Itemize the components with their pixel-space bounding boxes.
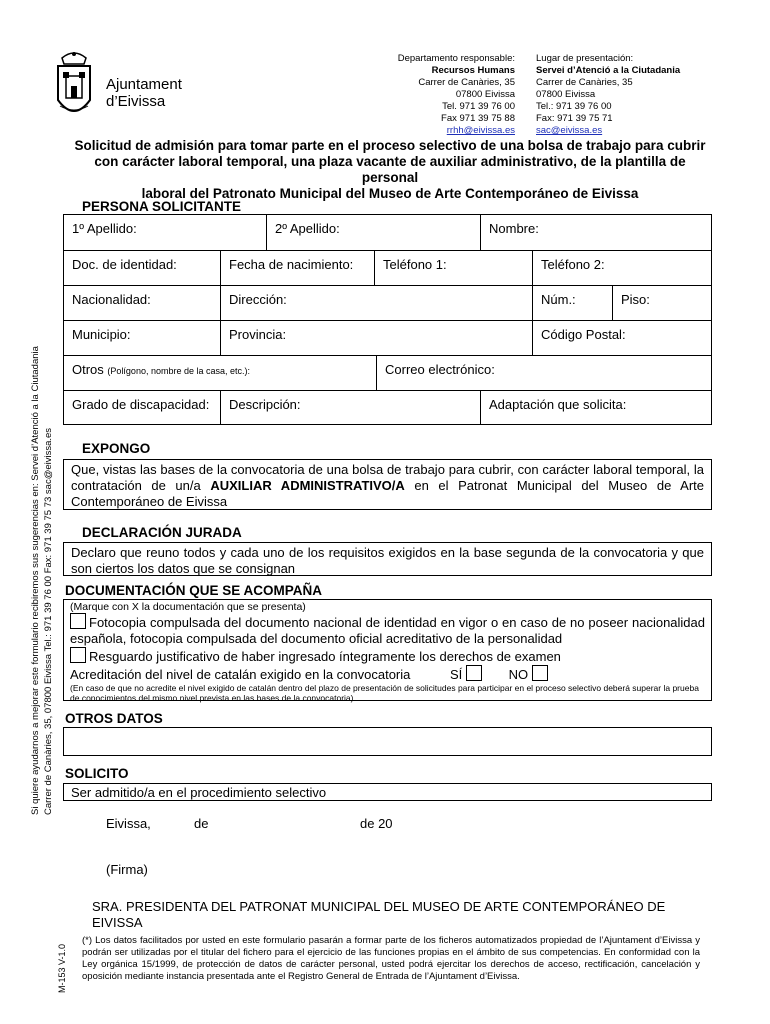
- coat-of-arms-logo: [54, 50, 94, 124]
- documentacion-note: (Marque con X la documentación que se presenta): [70, 601, 306, 613]
- data-protection-footnote: (*) Los datos facilitados por usted en este formulario pasarán a formar parte de los ficheros automatizados propiedad de l’Ajuntament d’Eivissa y podrán ser utilizadas por el titular del fichero para el ejercicio de las funciones propias en el ámbito de sus competencias. En conformidad con la Ley orgánica 15/1999, de protección de datos de carácter personal, usted podrá ejercitar los derechos de acceso, rectificación, cancelación y oposición mediante instancia presentada ante el Registro General de Entrada de l’Ajuntament d’Eivissa.: [82, 935, 700, 982]
- telefono2-field[interactable]: Teléfono 2:: [532, 251, 711, 285]
- persona-heading: PERSONA SOLICITANTE: [82, 199, 242, 214]
- doc-item-resguardo: Resguardo justificativo de haber ingresado íntegramente los derechos de examen: [70, 647, 705, 665]
- checkbox-catalan-no[interactable]: [532, 665, 548, 681]
- presentation-place-info: Lugar de presentación: Servei d’Atenció a la Ciutadania Carrer de Canàries, 35 07800 Eivissa Tel.: 971 39 76 00 Fax: 971 39 75 71 sac@eivissa.es: [536, 53, 736, 137]
- otros-datos-input[interactable]: [63, 727, 712, 756]
- side-note-line1: Si quiere ayudarnos a mejorar este formulario recibiremos sus sugerencias en: Servei d’Atenció a la Ciutadania: [30, 346, 41, 815]
- checkbox-dni[interactable]: [70, 613, 86, 629]
- doc-identidad-field[interactable]: Doc. de identidad:: [72, 257, 177, 272]
- org-name: Ajuntament d’Eivissa: [106, 76, 182, 110]
- expongo-heading: EXPONGO: [82, 441, 151, 456]
- otros-field[interactable]: Otros (Polígono, nombre de la casa, etc.):: [72, 362, 250, 377]
- department-info: Departamento responsable: Recursos Humans Carrer de Canàries, 35 07800 Eivissa Tel. 971 39 76 00 Fax 971 39 75 88 rrhh@eivissa.es: [380, 53, 515, 137]
- declaracion-text: Declaro que reuno todos y cada uno de los requisitos exigidos en la base segunda de la convocatoria y que son ciertos los datos que se consignan: [63, 542, 712, 576]
- firma-de: de: [194, 816, 209, 831]
- fecha-nacimiento-field[interactable]: Fecha de nacimiento:: [220, 251, 374, 285]
- apellido1-field[interactable]: 1º Apellido:: [72, 221, 137, 236]
- firma-anio: de 20: [360, 816, 393, 831]
- doc-item-dni: Fotocopia compulsada del documento nacional de identidad en vigor o en caso de no poseer nacionalidad española, fotocopia compulsada del documento oficial acreditativo de la personalidad: [70, 615, 705, 646]
- direccion-field[interactable]: Dirección:: [220, 286, 532, 320]
- adaptacion-field[interactable]: Adaptación que solicita:: [480, 391, 711, 425]
- form-code: M-153 V-1.0: [57, 943, 67, 993]
- declaracion-heading: DECLARACIÓN JURADA: [82, 525, 242, 540]
- descripcion-field[interactable]: Descripción:: [220, 391, 480, 425]
- piso-field[interactable]: Piso:: [612, 286, 711, 320]
- expongo-text: Que, vistas las bases de la convocatoria de una bolsa de trabajo para cubrir, con carácter laboral temporal, la contratación de un/a AUXILIAR ADMINISTRATIVO/A en el Patronat Municipal del Museo de Arte Contemporáneo de Eivissa: [63, 459, 712, 510]
- solicito-heading: SOLICITO: [65, 766, 129, 781]
- firma-label: (Firma): [106, 862, 148, 877]
- form-title: Solicitud de admisión para tomar parte en el proceso selectivo de una bolsa de trabajo para cubrir con carácter laboral temporal, una plaza vacante de auxiliar administrativo, de la plantilla de personal laboral del Patronato Municipal del Museo de Arte Contemporáneo de Eivissa: [74, 138, 706, 201]
- numero-field[interactable]: Núm.:: [532, 286, 612, 320]
- telefono1-field[interactable]: Teléfono 1:: [374, 251, 532, 285]
- apellido2-field[interactable]: 2º Apellido:: [266, 215, 480, 250]
- discapacidad-field[interactable]: Grado de discapacidad:: [72, 397, 210, 412]
- checkbox-resguardo[interactable]: [70, 647, 86, 663]
- codigo-postal-field[interactable]: Código Postal:: [532, 321, 711, 355]
- otros-datos-heading: OTROS DATOS: [65, 711, 163, 726]
- firma-lugar: Eivissa,: [106, 816, 151, 831]
- documentacion-note2: (En caso de que no acredite el nivel exigido de catalán dentro del plazo de presentación de solicitudes para participar en el proceso selectivo deberá superar la prueba de conocimientos del mismo nivel prevista en las bases de la convocatoria): [70, 683, 699, 703]
- persona-grid: [63, 214, 712, 425]
- nacionalidad-field[interactable]: Nacionalidad:: [72, 292, 151, 307]
- solicito-text: Ser admitido/a en el procedimiento selectivo: [63, 783, 712, 801]
- documentacion-box: [63, 599, 712, 701]
- provincia-field[interactable]: Provincia:: [220, 321, 532, 355]
- place-email-link[interactable]: sac@eivissa.es: [536, 125, 603, 136]
- dept-email-link[interactable]: rrhh@eivissa.es: [446, 125, 515, 136]
- checkbox-catalan-si[interactable]: [466, 665, 482, 681]
- correo-field[interactable]: Correo electrónico:: [376, 356, 711, 390]
- doc-item-catalan: Acreditación del nivel de catalán exigido en la convocatoria SÍ NO: [70, 665, 705, 683]
- municipio-field[interactable]: Municipio:: [72, 327, 131, 342]
- destinatario: SRA. PRESIDENTA DEL PATRONAT MUNICIPAL DEL MUSEO DE ARTE CONTEMPORÁNEO DE EIVISSA: [92, 899, 666, 930]
- side-note-line2: Carrer de Canàries, 35, 07800 Eivissa Tel.: 971 39 76 00 Fax: 971 39 75 73 sac@eivissa.es: [43, 427, 54, 815]
- documentacion-heading: DOCUMENTACIÓN QUE SE ACOMPAÑA: [65, 583, 323, 598]
- nombre-field[interactable]: Nombre:: [480, 215, 711, 250]
